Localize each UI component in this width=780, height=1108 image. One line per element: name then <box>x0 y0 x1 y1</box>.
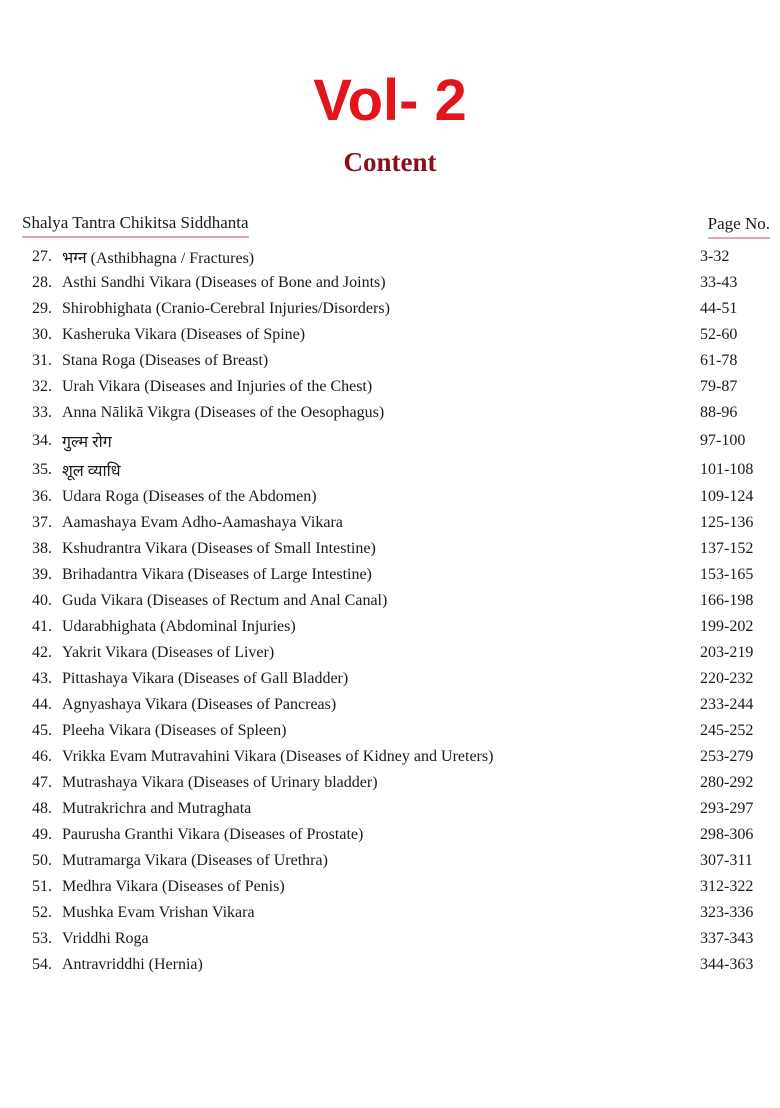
entry-pages: 280-292 <box>700 774 754 791</box>
entry-number: 42. <box>32 644 52 661</box>
entry-number: 37. <box>32 514 52 531</box>
entry-number: 46. <box>32 748 52 765</box>
entry-pages: 323-336 <box>700 904 754 921</box>
entry-number: 27. <box>32 248 52 265</box>
entry-title: Brihadantra Vikara (Diseases of Large Intestine) <box>62 566 372 583</box>
entry-title: Yakrit Vikara (Diseases of Liver) <box>62 644 275 661</box>
entry-number: 36. <box>32 488 52 505</box>
entry-pages: 125-136 <box>700 514 754 531</box>
toc-entry-51 <box>32 874 770 900</box>
entry-title: शूल व्याधि <box>62 462 121 480</box>
entry-number: 52. <box>32 904 52 921</box>
toc-entry-28 <box>32 270 770 296</box>
entry-number: 32. <box>32 378 52 395</box>
entry-pages: 137-152 <box>700 540 754 557</box>
toc-entry-41 <box>32 614 770 640</box>
entry-pages: 220-232 <box>700 670 754 687</box>
entry-pages: 3-32 <box>700 248 730 265</box>
entry-number: 33. <box>32 404 52 421</box>
entry-number: 43. <box>32 670 52 687</box>
entry-title: Antravriddhi (Hernia) <box>62 956 203 973</box>
entry-number: 53. <box>32 930 52 947</box>
toc-entry-42 <box>32 640 770 666</box>
entry-number: 48. <box>32 800 52 817</box>
page-no-header: Page No. <box>708 213 770 239</box>
entry-number: 45. <box>32 722 52 739</box>
toc-entry-45 <box>32 718 770 744</box>
entry-pages: 33-43 <box>700 274 738 291</box>
entry-title: Agnyashaya Vikara (Diseases of Pancreas) <box>62 696 337 713</box>
entry-pages: 153-165 <box>700 566 754 583</box>
toc-entry-50 <box>32 848 770 874</box>
entry-title: Urah Vikara (Diseases and Injuries of the Chest) <box>62 378 373 395</box>
entry-number: 39. <box>32 566 52 583</box>
entry-title: Shirobhighata (Cranio-Cerebral Injuries/Disorders) <box>62 300 390 317</box>
entry-title: Aamashaya Evam Adho-Aamashaya Vikara <box>62 514 343 531</box>
entry-title: Asthi Sandhi Vikara (Diseases of Bone and Joints) <box>62 274 386 291</box>
entry-pages: 245-252 <box>700 722 754 739</box>
volume-title: Vol- 2 <box>313 68 467 133</box>
entry-title: Kshudrantra Vikara (Diseases of Small Intestine) <box>62 540 376 557</box>
entry-number: 38. <box>32 540 52 557</box>
entry-number: 28. <box>32 274 52 291</box>
entry-pages: 166-198 <box>700 592 754 609</box>
entry-number: 34. <box>32 431 52 449</box>
entry-pages: 97-100 <box>700 431 746 449</box>
entry-pages: 101-108 <box>700 460 754 478</box>
entry-pages: 344-363 <box>700 956 754 973</box>
entry-pages: 203-219 <box>700 644 754 661</box>
entry-number: 49. <box>32 826 52 843</box>
entry-title: Vriddhi Roga <box>62 930 149 947</box>
entry-title: Paurusha Granthi Vikara (Diseases of Prostate) <box>62 826 364 843</box>
entry-pages: 88-96 <box>700 404 738 421</box>
entry-pages: 307-311 <box>700 852 753 869</box>
entry-title: Udarabhighata (Abdominal Injuries) <box>62 618 296 635</box>
entry-number: 50. <box>32 852 52 869</box>
entry-number: 40. <box>32 592 52 609</box>
entry-number: 41. <box>32 618 52 635</box>
entry-number: 51. <box>32 878 52 895</box>
entry-pages: 61-78 <box>700 352 738 369</box>
toc-entry-49 <box>32 822 770 848</box>
entry-title: Udara Roga (Diseases of the Abdomen) <box>62 488 317 505</box>
toc-entry-39 <box>32 562 770 588</box>
entry-title: Mutramarga Vikara (Diseases of Urethra) <box>62 852 328 869</box>
entry-number: 35. <box>32 460 52 478</box>
entry-pages: 312-322 <box>700 878 754 895</box>
entry-title: Mutrakrichra and Mutraghata <box>62 800 252 817</box>
toc-entry-53 <box>32 926 770 952</box>
table-of-contents <box>32 244 770 978</box>
entry-number: 54. <box>32 956 52 973</box>
toc-entry-36 <box>32 484 770 510</box>
toc-entry-38 <box>32 536 770 562</box>
entry-title: Medhra Vikara (Diseases of Penis) <box>62 878 285 895</box>
entry-title: गुल्म रोग <box>62 433 112 451</box>
entry-title: Guda Vikara (Diseases of Rectum and Anal Canal) <box>62 592 388 609</box>
toc-entry-43 <box>32 666 770 692</box>
entry-title: Mushka Evam Vrishan Vikara <box>62 904 255 921</box>
entry-number: 30. <box>32 326 52 343</box>
content-heading: Content <box>343 147 437 177</box>
entry-number: 44. <box>32 696 52 713</box>
toc-entry-32 <box>32 374 770 400</box>
toc-entry-40 <box>32 588 770 614</box>
entry-pages: 79-87 <box>700 378 738 395</box>
toc-entry-37 <box>32 510 770 536</box>
entry-pages: 44-51 <box>700 300 738 317</box>
entry-number: 47. <box>32 774 52 791</box>
toc-entry-29 <box>32 296 770 322</box>
toc-entry-52 <box>32 900 770 926</box>
entry-title: Mutrashaya Vikara (Diseases of Urinary bladder) <box>62 774 378 791</box>
toc-entry-27 <box>32 244 770 270</box>
entry-title: Vrikka Evam Mutravahini Vikara (Diseases of Kidney and Ureters) <box>62 748 494 765</box>
toc-entry-44 <box>32 692 770 718</box>
entry-title: Pleeha Vikara (Diseases of Spleen) <box>62 722 287 739</box>
entry-pages: 199-202 <box>700 618 754 635</box>
entry-pages: 253-279 <box>700 748 754 765</box>
toc-entry-34 <box>32 426 770 455</box>
entry-title: Stana Roga (Diseases of Breast) <box>62 352 269 369</box>
entry-pages: 337-343 <box>700 930 754 947</box>
toc-entry-54 <box>32 952 770 978</box>
entry-pages: 233-244 <box>700 696 754 713</box>
entry-pages: 298-306 <box>700 826 754 843</box>
entry-title: भग्न (Asthibhagna / Fractures) <box>62 250 255 267</box>
toc-entry-30 <box>32 322 770 348</box>
toc-entry-48 <box>32 796 770 822</box>
entry-title: Kasheruka Vikara (Diseases of Spine) <box>62 326 306 343</box>
entry-number: 29. <box>32 300 52 317</box>
entry-pages: 109-124 <box>700 488 754 505</box>
toc-entry-47 <box>32 770 770 796</box>
entry-pages: 293-297 <box>700 800 754 817</box>
toc-entry-31 <box>32 348 770 374</box>
entry-title: Anna Nālikā Vikgra (Diseases of the Oesophagus) <box>62 404 385 421</box>
toc-entry-35 <box>32 455 770 484</box>
entry-pages: 52-60 <box>700 326 738 343</box>
entry-title: Pittashaya Vikara (Diseases of Gall Bladder) <box>62 670 349 687</box>
toc-entry-33 <box>32 400 770 426</box>
entry-number: 31. <box>32 352 52 369</box>
section-title: Shalya Tantra Chikitsa Siddhanta <box>22 212 249 238</box>
toc-entry-46 <box>32 744 770 770</box>
